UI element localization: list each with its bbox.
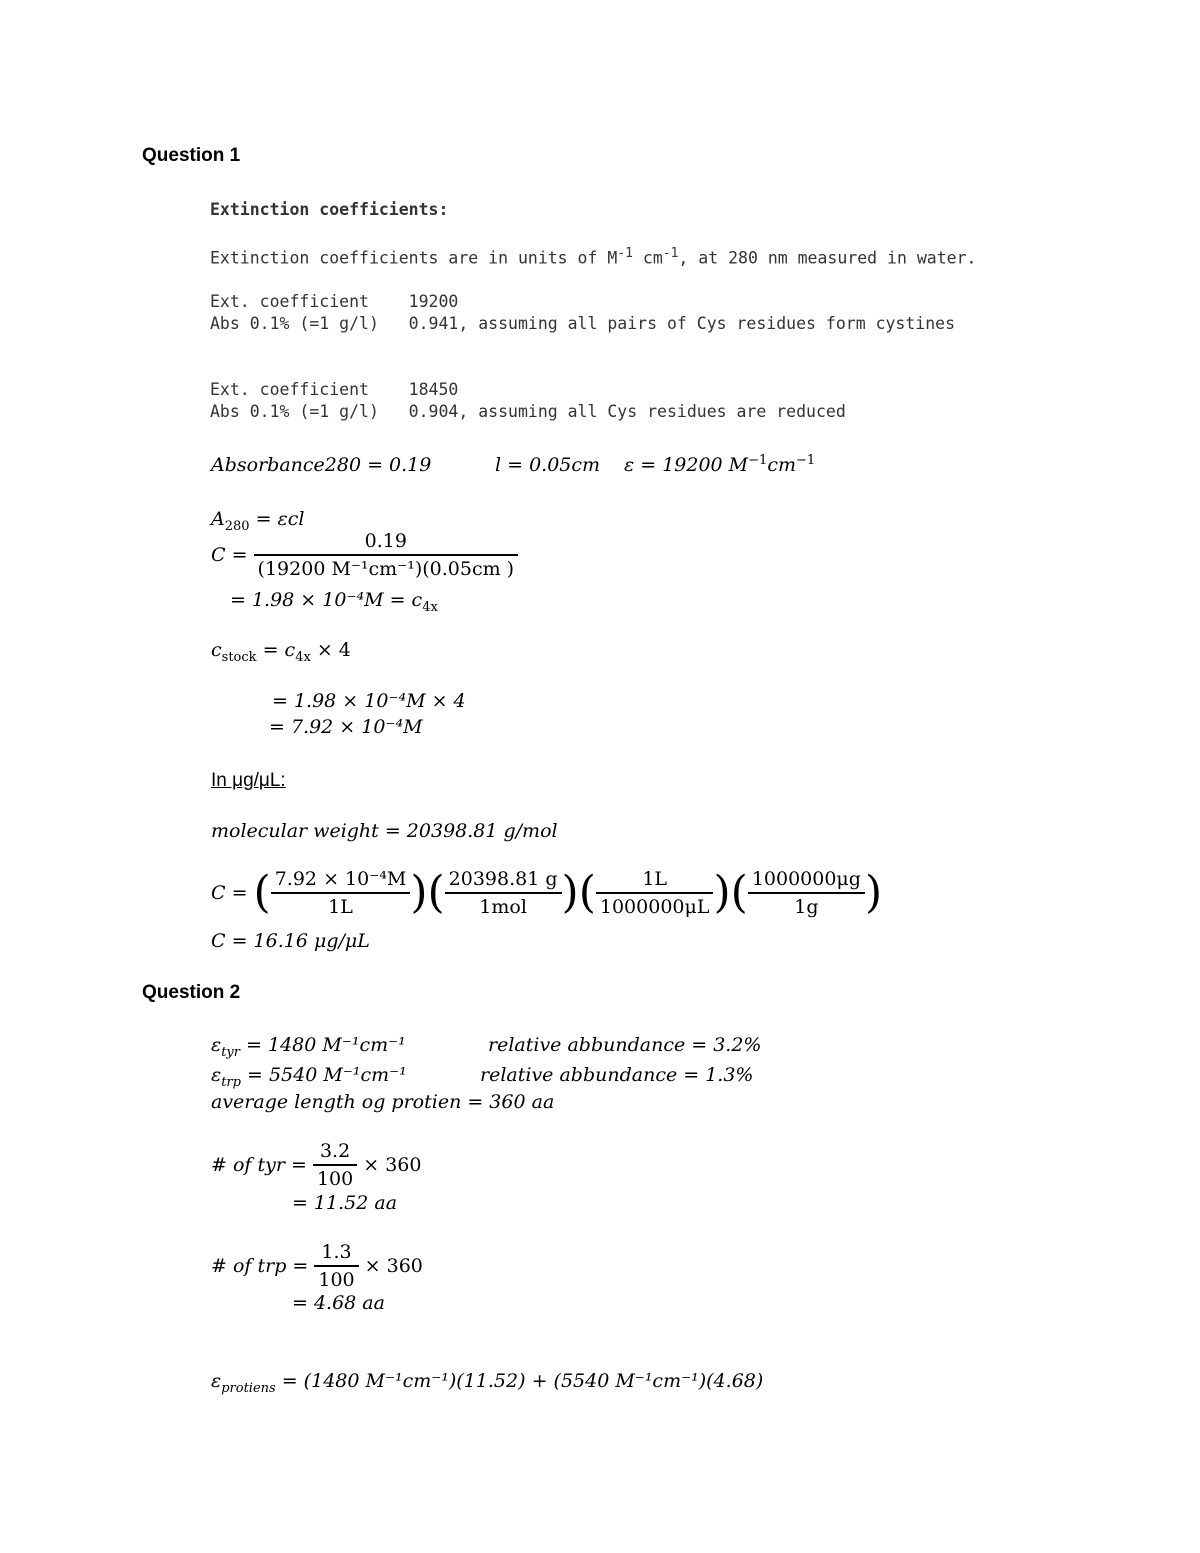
tyr-epsilon: $\varepsilon_{tyr} = 1480$ M⁻¹cm⁻¹ [211, 1034, 406, 1060]
trp-relative-abundance: relative abbundance = 1.3% [480, 1064, 754, 1086]
molecular-weight: molecular weight = 20398.81 g/mol [211, 820, 558, 842]
question-2-heading: Question 2 [142, 982, 241, 1003]
stock-step2: = 7.92 × 10⁻⁴M [269, 716, 423, 738]
tyr-count-equation: # of tyr = $\frac{3.2}{100}$ × 360 [211, 1140, 422, 1190]
trp-count-equation: # of trp = $\frac{1.3}{100}$ × 360 [211, 1241, 423, 1291]
given-absorbance: Absorbance280 = 0.19 [211, 454, 432, 476]
concentration-fraction: C = $\frac{0.19}{\text{(19200 M⁻¹cm⁻¹)(0.05cm )}}$ [211, 530, 518, 580]
ext-block2-line2: Abs 0.1% (=1 g/l) 0.904, assuming all Cys residues are reduced [210, 402, 846, 421]
conversion-result: C = 16.16 μg/μL [211, 930, 370, 952]
unit-conversion-equation: C = ( $\frac{\text{7.92 × 10⁻⁴M}}{1L}$ )( $\frac{20398.81 g}{\text{1mol}}$ )( $\frac{1L}{1000000\mu L}$ )( $\frac{1000000\mu g}{1g}$ ) [211, 867, 883, 918]
given-path-length: l = 0.05cm [495, 454, 601, 476]
trp-epsilon: $\varepsilon_{trp} = 5540$ M⁻¹cm⁻¹ [211, 1064, 407, 1090]
ext-coeff-title: Extinction coefficients: [210, 200, 449, 219]
ext-coeff-units: Extinction coefficients are in units of $M^{-1}$ $cm^{-1}$, at 280 nm measured in water. [210, 246, 977, 268]
unit-conversion-heading: In μg/μL: [211, 770, 286, 791]
trp-count-fraction: $\frac{1.3}{100}$ [314, 1241, 358, 1291]
tyr-count-fraction: $\frac{3.2}{100}$ [313, 1140, 357, 1190]
question-1-heading: Question 1 [142, 145, 241, 166]
given-epsilon: ε = 19200 $M^{-1}cm^{-1}$ [624, 453, 816, 476]
conversion-factor-4: $\frac{1000000\mu g}{1g}$ [748, 868, 865, 918]
average-length: average length og protien = 360 aa [211, 1091, 555, 1113]
stock-equation: $c_{stock} = c_{4x} \times 4$ [211, 639, 351, 665]
conversion-factor-3: $\frac{1L}{1000000\mu L}$ [596, 868, 714, 918]
ext-block1-line2: Abs 0.1% (=1 g/l) 0.941, assuming all pairs of Cys residues form cystines [210, 314, 956, 333]
concentration-result: = $1.98 \times 10^{-4}M = c_{4x}$ [230, 589, 438, 615]
ext-block2-line1: Ext. coefficient 18450 [210, 380, 459, 399]
beer-lambert-equation: $A_{280} = \varepsilon cl$ [211, 508, 305, 534]
conversion-factor-2: $\frac{20398.81 g}{\text{1mol}}$ [445, 868, 562, 918]
stock-step1: = 1.98 × 10⁻⁴M × 4 [272, 690, 466, 712]
conversion-factor-1: $\frac{\text{7.92 × 10⁻⁴M}}{1L}$ [271, 868, 411, 918]
tyr-relative-abundance: relative abbundance = 3.2% [488, 1034, 762, 1056]
ext-block1-line1: Ext. coefficient 19200 [210, 292, 459, 311]
concentration-fraction-body: $\frac{0.19}{\text{(19200 M⁻¹cm⁻¹)(0.05cm )}}$ [254, 530, 519, 580]
protein-epsilon-equation: $\varepsilon_{protiens} = (1480$ M⁻¹cm⁻¹)(11.52) + (5540 M⁻¹cm⁻¹)(4.68) [211, 1370, 764, 1396]
tyr-count-result: = 11.52 aa [292, 1192, 398, 1214]
trp-count-result: = 4.68 aa [292, 1292, 385, 1314]
